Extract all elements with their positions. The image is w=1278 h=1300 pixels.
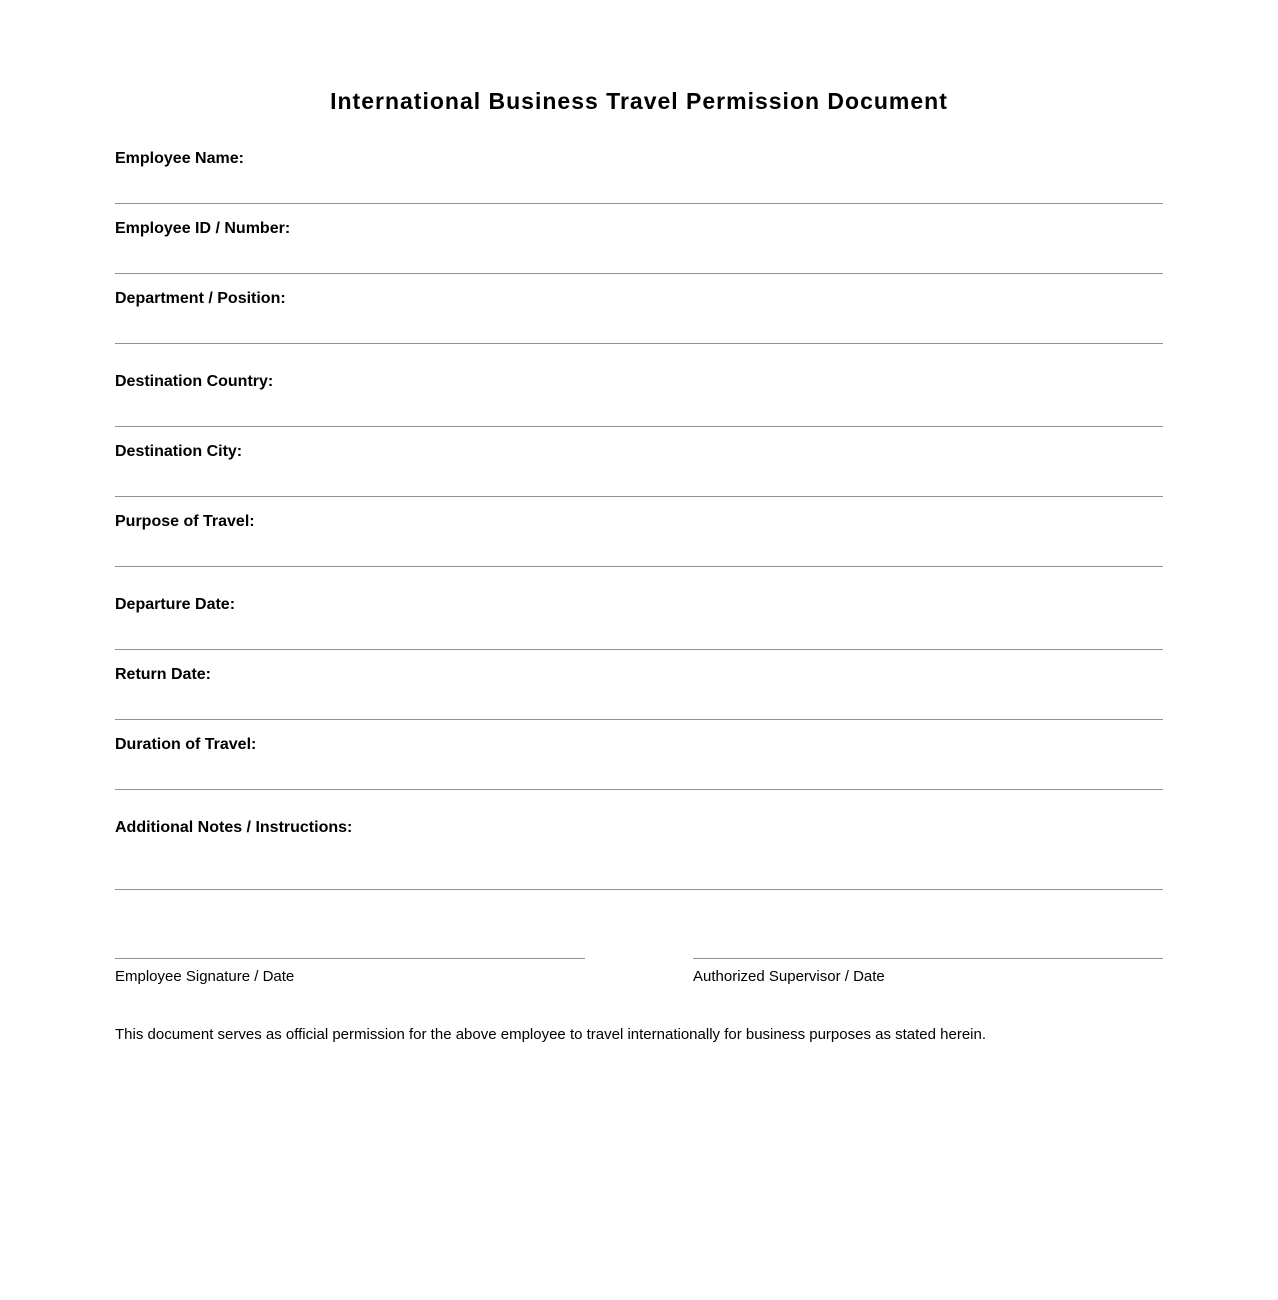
field-purpose-of-travel: [115, 512, 1163, 567]
employee-signature-label: Employee Signature / Date: [115, 968, 295, 985]
field-destination-country: [115, 372, 1163, 427]
footer-statement: This document serves as official permission for the above employee to travel internationally for business purposes as stated herein.: [115, 1026, 987, 1043]
field-label-destination-city: Destination City:: [115, 443, 243, 460]
field-employee-name: [115, 149, 1163, 204]
field-additional-notes: [115, 818, 1163, 890]
page-title: International Business Travel Permission Document: [330, 88, 948, 114]
supervisor-signature-label: Authorized Supervisor / Date: [693, 968, 885, 985]
field-label-department-position: Department / Position:: [115, 290, 286, 307]
fill-in-line-duration-of-travel: [115, 789, 1163, 790]
fill-in-line-employee-id: [115, 273, 1163, 274]
field-destination-city: [115, 442, 1163, 497]
field-return-date: [115, 665, 1163, 720]
field-departure-date: [115, 595, 1163, 650]
field-label-employee-id: Employee ID / Number:: [115, 220, 291, 237]
field-label-return-date: Return Date:: [115, 666, 212, 683]
employee-signature-block: [115, 958, 585, 986]
fill-in-line-employee-name: [115, 203, 1163, 204]
fill-in-line-destination-city: [115, 496, 1163, 497]
fill-in-line-departure-date: [115, 649, 1163, 650]
field-label-duration-of-travel: Duration of Travel:: [115, 736, 257, 753]
field-duration-of-travel: [115, 735, 1163, 790]
field-label-departure-date: Departure Date:: [115, 596, 236, 613]
employee-signature-line: [115, 958, 585, 959]
fill-in-line-additional-notes: [115, 889, 1163, 890]
fill-in-line-purpose-of-travel: [115, 566, 1163, 567]
field-employee-id: [115, 219, 1163, 274]
supervisor-signature-line: [693, 958, 1163, 959]
field-label-additional-notes: Additional Notes / Instructions:: [115, 819, 353, 836]
field-label-employee-name: Employee Name:: [115, 150, 244, 167]
field-label-purpose-of-travel: Purpose of Travel:: [115, 513, 255, 530]
fill-in-line-department-position: [115, 343, 1163, 344]
signature-section: [115, 958, 1163, 986]
supervisor-signature-block: [693, 958, 1163, 986]
fill-in-line-return-date: [115, 719, 1163, 720]
fill-in-line-destination-country: [115, 426, 1163, 427]
field-department-position: [115, 289, 1163, 344]
field-label-destination-country: Destination Country:: [115, 373, 274, 390]
